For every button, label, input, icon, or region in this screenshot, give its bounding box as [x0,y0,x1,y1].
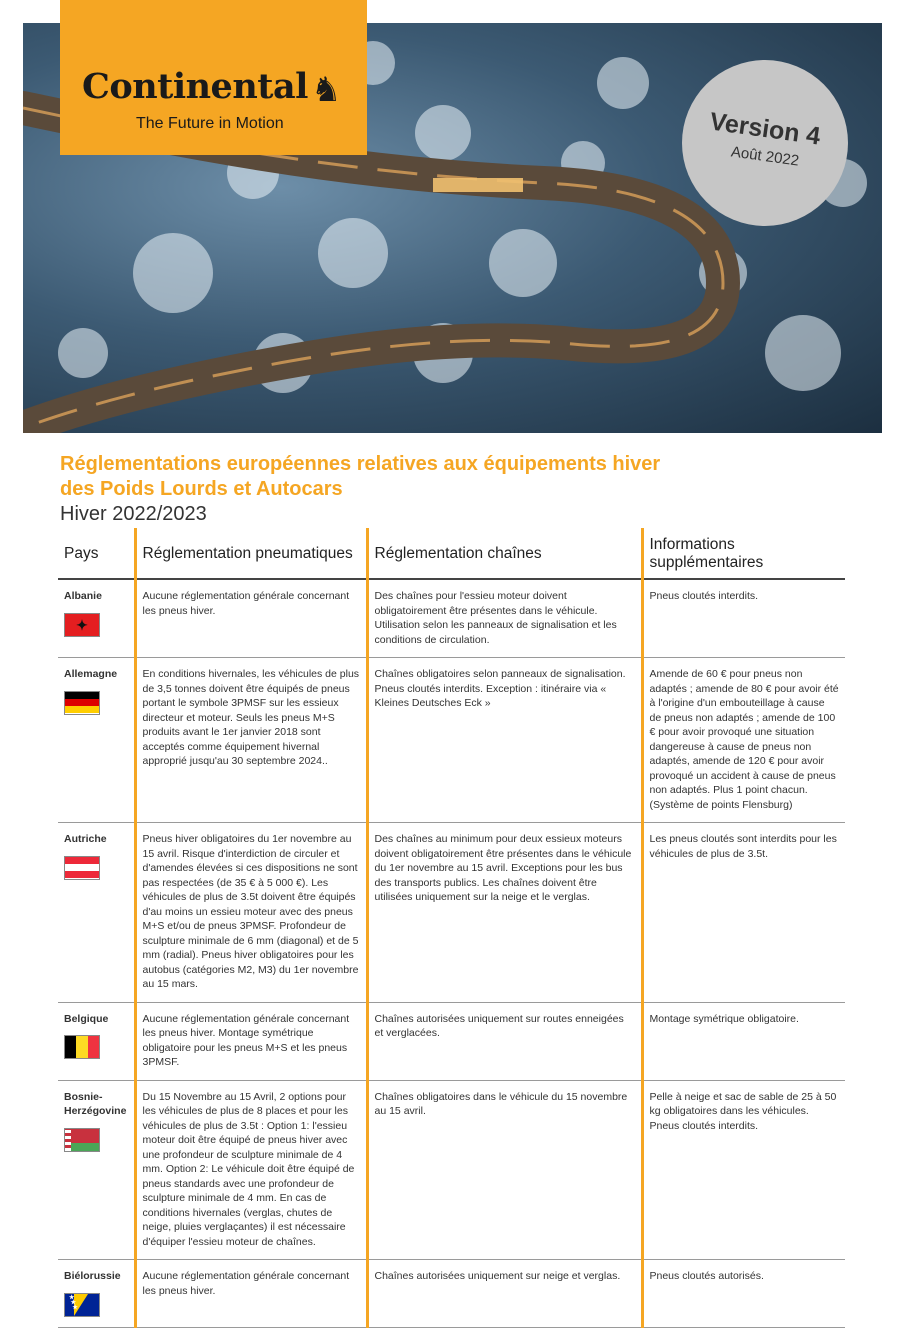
document-title [60,452,860,527]
info-cell: Pneus cloutés interdits. [642,579,845,658]
table-row [58,1002,845,1080]
chains-cell: Chaînes obligatoires selon panneaux de signalisation. Pneus cloutés interdits. Exception : itinéraire via « Kleines Deutsches Eck » [367,658,642,823]
info-cell: Montage symétrique obligatoire. [642,1002,845,1080]
country-cell [58,1002,135,1080]
country-cell [58,1080,135,1260]
chains-cell: Chaînes obligatoires dans le véhicule du 15 novembre au 15 avril. [367,1080,642,1260]
brand-tagline: The Future in Motion [136,115,284,132]
chains-cell: Des chaînes au minimum pour deux essieux moteurs doivent obligatoirement être présentes dans le véhicule du 1er novembre au 15 avril. Exceptions pour les bus des transports publics. Les chaînes doivent être utilisées uniquement sur la neige et le verglas. [367,823,642,1003]
belarus-flag-icon [64,1128,100,1152]
header-info: Informations supplémentaires [642,528,845,579]
country-name: Bosnie-Herzégovine [64,1090,127,1117]
tyres-cell: Du 15 Novembre au 15 Avril, 2 options pour les véhicules de plus de 8 places et pour les véhicules de plus de 3.5t : Option 1: l'essieu moteur doit être équipé de pneus hiver avec une profondeur de sculpture minimale de 4 mm. Option 2: Le véhicule doit être équipé de pneus standards avec une profondeur de sculpture minimale de 4 mm. En cas de conditions hivernales (verglas, chutes de neige, pluies verglaçantes) il est nécessaire d'équiper l'essieu moteur de chaînes. [135,1080,367,1260]
austria-flag-icon [64,856,100,880]
season-subtitle: Hiver 2022/2023 [60,503,207,525]
chains-cell: Chaînes autorisées uniquement sur neige et verglas. [367,1260,642,1328]
table-row [58,1260,845,1328]
header-tyres: Réglementation pneumatiques [135,528,367,579]
chains-cell: Des chaînes pour l'essieu moteur doivent obligatoirement être présentes dans le véhicule. Utilisation selon les panneaux de signalisation et les conditions de circulation. [367,579,642,658]
country-name: Autriche [64,833,107,845]
table-row [58,1080,845,1260]
table-row [58,823,845,1003]
country-cell [58,823,135,1003]
tyres-cell: En conditions hivernales, les véhicules de plus de 3,5 tonnes doivent être équipés de pneus portant le symbole 3PMSF sur les essieux directeur et moteur. Seuls les pneus M+S produits avant le 1er janvier 2018 sont acceptés comme équipement hivernal approprié jusqu'au 30 septembre 2024.. [135,658,367,823]
country-cell [58,579,135,658]
tyres-cell: Pneus hiver obligatoires du 1er novembre au 15 avril. Risque d'interdiction de circuler et d'amendes élevées si ces dispositions ne sont pas respectées (de 35 € à 5 000 €). Les véhicules de plus de 3.5t doivent être équipés d'au moins un essieu moteur avec des pneus M+S et/ou de pneus 3PMSF. Profondeur de sculpture minimale de 6 mm (diagonal) et de 5 mm (radial). Pneus hiver obligatoires pour les autobus (catégories M2, M3) du 1er novembre au 15 mars. [135,823,367,1003]
regulations-table [58,528,845,1328]
germany-flag-icon [64,691,100,715]
tyres-cell: Aucune réglementation générale concernant les pneus hiver. Montage symétrique obligatoire pour les pneus M+S et les pneus 3PMSF. [135,1002,367,1080]
albania-flag-icon: ✦ [64,613,100,637]
chains-cell: Chaînes autorisées uniquement sur routes enneigées et verglacées. [367,1002,642,1080]
tyres-cell: Aucune réglementation générale concernant les pneus hiver. [135,1260,367,1328]
title-line-1: Réglementations européennes relatives aux équipements hiver [60,453,661,475]
bosnia-flag-icon: ★ ★ ★ [64,1293,100,1317]
info-cell: Les pneus cloutés sont interdits pour les véhicules de plus de 3.5t. [642,823,845,1003]
tyres-cell: Aucune réglementation générale concernant les pneus hiver. [135,579,367,658]
header-chains: Réglementation chaînes [367,528,642,579]
info-cell: Pneus cloutés autorisés. [642,1260,845,1328]
belgium-flag-icon [64,1035,100,1059]
country-cell [58,1260,135,1328]
header-country: Pays [58,528,135,579]
version-date: Août 2022 [729,143,801,170]
country-cell [58,658,135,823]
country-name: Albanie [64,590,102,602]
version-badge [682,60,848,226]
brand-logo [60,0,367,155]
brand-name: Continental [82,66,308,107]
table-row [58,658,845,823]
horse-icon: ♞ [311,71,342,109]
version-label: Version 4 [708,107,823,151]
table-header-row [58,528,845,579]
country-name: Belgique [64,1012,109,1025]
country-name: Biélorussie [64,1270,121,1282]
info-cell: Pelle à neige et sac de sable de 25 à 50 kg obligatoires dans les véhicules. Pneus cloutés interdits. [642,1080,845,1260]
title-line-2: des Poids Lourds et Autocars [60,478,343,500]
table-row [58,579,845,658]
country-name: Allemagne [64,668,118,680]
info-cell: Amende de 60 € pour pneus non adaptés ; amende de 80 € pour avoir été à l'origine d'un embouteillage à cause de pneus non adaptés ; amende de 100 € pour avoir provoqué une situation dangereuse à cause de pneus non adaptés, amende de 120 € pour avoir provoqué un accident à cause de pneus non adaptés. Plus 1 point chacun. (Système de points Flensburg) [642,658,845,823]
